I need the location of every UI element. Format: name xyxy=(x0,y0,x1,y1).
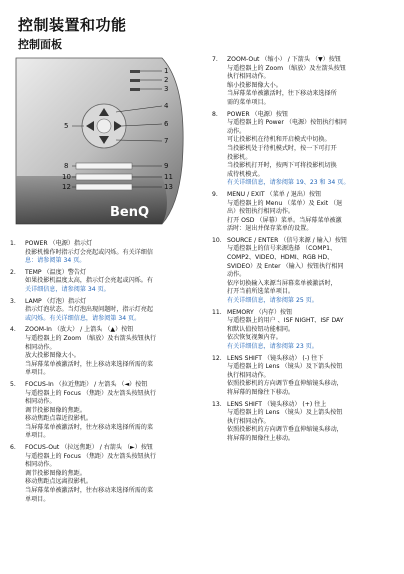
list-item: 2. TEMP （温度）警告灯 如果投影机温度太高，指示灯会亮起或闪烁。有 关详细信息，请参阅第 34 页。 xyxy=(10,268,153,293)
callout-9: 9 xyxy=(164,162,169,170)
callout-7: 7 xyxy=(164,137,169,145)
temp-indicator-light xyxy=(130,79,140,82)
callout-12: 12 xyxy=(62,183,71,191)
callout-13: 13 xyxy=(164,183,173,191)
list-item: 5. FOCUS-In （拉近焦距） / 左箭头 （◄）按钮 与遥控器上的 Focus （焦距）及左箭头按钮执行 相同动作。 调节投影图像的焦距。 移动焦距点靠近投影机。 当屏幕菜单被激活时，往左移动来选择所需的菜 单项目。 xyxy=(10,380,156,440)
left-column xyxy=(10,240,194,507)
right-column xyxy=(212,56,394,447)
control-panel-illustration xyxy=(12,56,204,226)
list-item: 1. POWER （电源）指示灯 投影机操作时指示灯会亮起或闪烁。有关详细信 息：请参阅第 34 页。 xyxy=(10,240,153,265)
list-item: 7. ZOOM-Out （缩小） / 下箭头 （▼）按钮 与遥控器上的 Zoom （缩放）及左箭头按钮 执行相同动作。 缩小投影图像大小。 当屏幕菜单被激活时，往下移动来选择所 需的菜单项目。 xyxy=(212,56,346,106)
projector-panel-drawing xyxy=(12,56,204,226)
callout-5: 5 xyxy=(64,122,69,130)
callout-10: 10 xyxy=(62,173,71,181)
list-item: 13. LENS SHIFT （镜头移动） (+) 往上 与遥控器上的 Lens （镜头）及上箭头按钮 执行相同动作。 依照投影机的方向调节垂直伸缩镜头移动， 将屏幕的图像往上移动。 xyxy=(212,400,343,442)
callout-8: 8 xyxy=(64,162,69,170)
callout-2: 2 xyxy=(164,76,169,84)
list-item: 4. ZOOM-In （放大） / 上箭头 （▲）按钮 与遥控器上的 Zoom （缩放）及右箭头按钮执行 相同动作。 放大投影图像大小。 当屏幕菜单被激活时，往上移动来选择所需的菜 单项目。 xyxy=(10,326,157,377)
list-item: 8. POWER （电源）按钮 与遥控器上的 Power （电源）按钮执行相同 动作。 可让投影机在待机和开启模式中切换。 当投影机处于待机模式时，按一下可打开 投影机。 当投影机打开时，按两下可将投影机切换 成待机模式。 有关详细信息，请参阅第 19、23 和 34 页。 xyxy=(212,110,350,187)
list-item: 3. LAMP （灯泡）指示灯 指示灯泡状态。当灯泡出现问题时，指示灯亮起 或闪烁。有关详细信息，请参阅第 34 页。 xyxy=(10,297,153,322)
callout-6: 6 xyxy=(164,120,169,128)
callout-1: 1 xyxy=(164,67,169,75)
list-item: 9. MENU / EXIT （菜单 / 退出）按钮 与遥控器上的 Menu （菜单）及 Exit （退 出）按钮执行相同动作。 打开 OSD （屏幕）菜单。当屏幕菜单被激 活时：退出并保存菜单的设置。 xyxy=(212,190,343,233)
callout-11: 11 xyxy=(164,173,173,181)
benq-logo: BenQ xyxy=(110,205,150,220)
list-item: 12. LENS SHIFT （镜头移动） (-) 往下 与遥控器上的 Lens （镜头）及下箭头按钮 执行相同动作。 依照投影机的方向调节垂直伸缩镜头移动， 将屏幕的图像往下移动。 xyxy=(212,354,343,396)
lens-shift-buttons xyxy=(76,184,132,190)
list-item: 10. SOURCE / ENTER （信号来源 / 输入）按钮 与遥控器上的信号来源选择 （COMP1、 COMP2、VIDEO、HDMI、RGB HD、 SVIDEO）及 Enter （输入）按钮执行相同 动作。 依序切换输入来源当屏幕菜单被激活时， 打开当前所选菜单项目。 有关详细信息，请参阅第 25 页。 xyxy=(212,236,348,305)
power-indicator-light xyxy=(130,70,140,73)
list-item: 6. FOCUS-Out （拉远焦距） / 右箭头 （►）按钮 与遥控器上的 Focus （焦距）及左箭头按钮执行 相同动作。 调节投影图像的焦距。 移动焦距点远离投影机。 当屏幕菜单被激活时，往右移动来选择所需的菜 单项目。 xyxy=(10,444,156,503)
list-item: 11. MEMORY （内存）按钮 与遥控器上的用户 、ISF NIGHT、ISF DAY 和默认值按钮功能相同。 依次恢复视频内存。 有关详细信息，请参阅第 23 页。 xyxy=(212,308,344,350)
callout-4: 4 xyxy=(164,102,169,110)
page-title: 控制装置和功能 xyxy=(18,16,127,34)
lamp-indicator-light xyxy=(130,88,140,91)
section-subtitle: 控制面板 xyxy=(18,38,62,51)
center-button xyxy=(97,119,111,133)
menu-source-buttons xyxy=(76,174,132,180)
callout-3: 3 xyxy=(164,85,169,93)
power-button xyxy=(76,163,132,169)
